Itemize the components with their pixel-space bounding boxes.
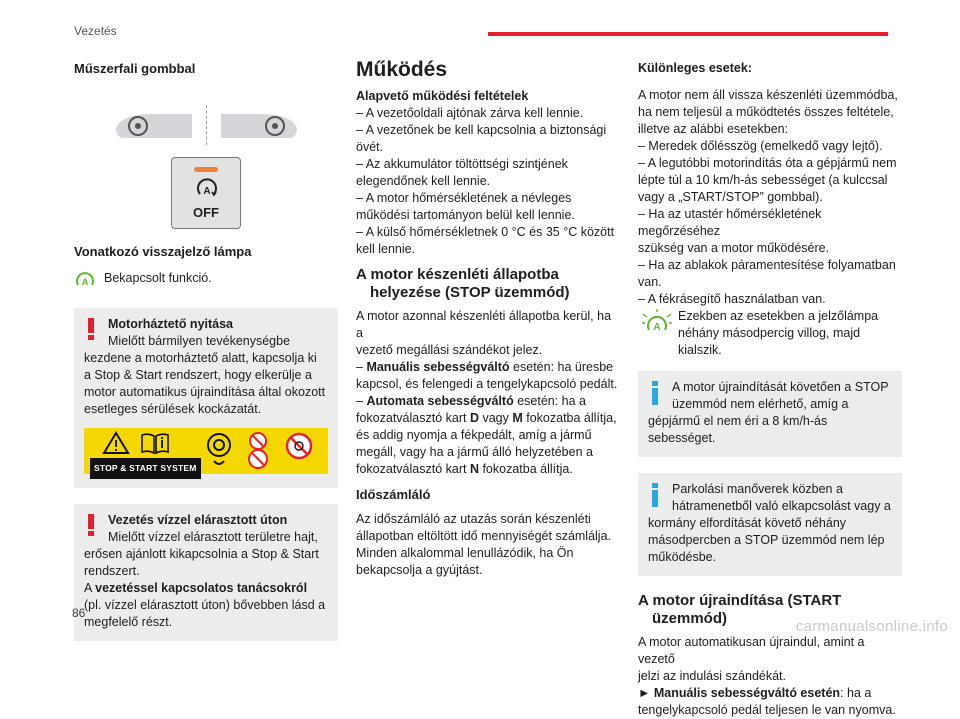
warning-flood-line: erősen ajánlott kikapcsolnia a Stop & Start xyxy=(84,547,319,561)
info-box-parking: Parkolási manőverek közben a hátramenetből való elkapcsolást vagy a kormány elfordítását követő néhány másodpercben a STOP üzemmód nem lép működésbe. xyxy=(638,473,902,576)
condition-line: – Az akkumulátor töltöttségi szintjének xyxy=(356,157,568,171)
warning-hood-line: esetleges sérülések kockázatát. xyxy=(84,402,262,416)
warning-flood-line: rendszert. xyxy=(84,564,140,578)
manual-book-icon xyxy=(140,431,170,455)
warning-hood-title: Motorháztető nyitása xyxy=(108,317,234,331)
no-fan-icon xyxy=(284,431,314,461)
auto-stop-icon xyxy=(195,178,219,202)
info-box-restart-speed: A motor újraindítását követően a STOP üzemmód nem elérhető, amíg a gépjármű el nem éri a 8 km/h-ás sebességet. xyxy=(638,371,902,457)
stop-mode-heading: A motor készenléti állapotba helyezése (STOP üzemmód) xyxy=(356,266,570,301)
danger-triangle-icon xyxy=(102,431,130,455)
warning-hood-line: a Stop & Start rendszert, hogy elkerülje a xyxy=(84,368,312,382)
warning-flood-line: (pl. vízzel elárasztott úton) bővebben lásd a xyxy=(84,598,326,612)
svg-text:A: A xyxy=(653,322,661,333)
watermark: carmanualsonline.info xyxy=(795,618,948,635)
diagram-divider xyxy=(206,105,207,145)
special-cases-text: A motor nem áll vissza készenléti üzemmódba, ha nem teljesül a működtetés összes feltétele, illetve az alábbi esetekben: – Meredek dőlésszög (emelkedő vagy lejtő). – A legutóbbi motorindítás óta a gépjármű nem lépte túl a 10 km/h-ás sebességet (a kulccsal vagy a „START/STOP” gombbal). – Ha az utastér hőmérsékletének megőrzéséhez szükség van a motor működésére. – Ha az ablakok páramentesítése folyamatban van. – A fékrásegítő használatban van. xyxy=(638,88,898,306)
button-off-text: OFF xyxy=(193,205,219,220)
svg-text:A: A xyxy=(81,277,89,287)
rhd-steering-icon xyxy=(217,108,301,142)
warning-flood-line: megfelelő részt. xyxy=(84,615,173,629)
warning-flood-advice: A vezetéssel kapcsolatos tanácsokról xyxy=(84,581,308,595)
warning-flood-title: Vezetés vízzel elárasztott úton xyxy=(108,513,288,527)
column-2 xyxy=(356,56,618,579)
dashboard-button-heading: Műszerfali gombbal xyxy=(74,61,196,76)
condition-line: – A külső hőmérsékletnek 0 °C és 35 °C között xyxy=(356,225,615,239)
driving-advice-link: vezetéssel kapcsolatos tanácsokról xyxy=(95,581,308,595)
lamp-heading: Vonatkozó visszajelző lámpa xyxy=(74,244,252,259)
warning-hood-line: motor automatikus újraindítása által okozott xyxy=(84,385,326,399)
belt-icon xyxy=(204,431,234,471)
warning-icon xyxy=(88,318,94,340)
conditions-list xyxy=(356,105,618,258)
warning-box-hood xyxy=(74,308,338,488)
timer-text: Az időszámláló az utazás során készenléti állapotban eltöltött idő mennyiségét számlálja. Minden alkalommal lenullázódik, ha Ön bekapcsolja a gyújtást. xyxy=(356,512,612,577)
stop-mode-text: A motor azonnal készenléti állapotba kerül, ha a vezető megállási szándékot jelez. – Manuális sebességváltó esetén: ha üresbe kapcsol, és felengedi a tengelykapcsoló pedált. – Automata sebességváltó esetén: ha a fokozatválasztó kart D vagy M fokozatba állítja, és addig nyomja a fékpedált, amíg a jármű megáll, vagy ha a jármű álló helyzetében a fokozatválasztó kart N fokozatba állítja. xyxy=(356,309,618,476)
operation-heading: Működés xyxy=(356,58,448,81)
condition-line: – A vezetőnek be kell kapcsolnia a biztonsági xyxy=(356,123,607,137)
lamp-description: Bekapcsolt funkció. xyxy=(104,271,212,285)
column-1 xyxy=(74,56,338,657)
blinking-auto-stop-icon xyxy=(640,308,674,338)
stop-start-warning-label xyxy=(84,428,328,474)
condition-line: működési tartományon belül kell lennie. xyxy=(356,208,575,222)
info-icon xyxy=(652,483,658,507)
lhd-steering-icon xyxy=(112,108,196,142)
page-number: 86 xyxy=(72,606,86,620)
header-accent-bar xyxy=(488,32,888,36)
start-mode-heading: A motor újraindítása (START üzemmód) xyxy=(638,592,842,627)
header-section-title: Vezetés xyxy=(74,24,117,38)
warning-hood-line: kezdene a motorháztető alatt, kapcsolja ki xyxy=(84,351,317,365)
condition-line: elegendőnek kell lennie. xyxy=(356,174,491,188)
condition-line: – A vezetőoldali ajtónak zárva kell lennie. xyxy=(356,106,584,120)
info-icon xyxy=(652,381,658,405)
blinking-lamp-note: A Ezekben az esetekben a jelzőlámpa néhány másodpercig villog, majd kialszik. xyxy=(638,308,902,359)
svg-text:A: A xyxy=(203,186,211,197)
condition-line: övét. xyxy=(356,140,384,154)
condition-line: kell lennie. xyxy=(356,242,416,256)
label-caption: STOP & START SYSTEM xyxy=(90,458,201,479)
warning-hood-line: Mielőtt bármilyen tevékenységbe xyxy=(108,334,291,348)
warning-box-flood xyxy=(74,504,338,641)
conditions-heading: Alapvető működési feltételek xyxy=(356,89,529,103)
start-mode-text: A motor automatikusan újraindul, amint a vezető jelzi az indulási szándékát. ► Manuális sebességváltó esetén: ha a tengelykapcsoló pedál teljesen le van nyomva. xyxy=(638,635,896,717)
steering-diagram xyxy=(74,105,338,145)
condition-line: – A motor hőmérsékletének a névleges xyxy=(356,191,572,205)
green-auto-stop-icon xyxy=(74,270,96,290)
no-touch-icon xyxy=(242,431,274,471)
button-indicator-led xyxy=(194,167,218,172)
lamp-row xyxy=(74,270,338,290)
warning-icon xyxy=(88,514,94,536)
warning-flood-line: Mielőtt vízzel elárasztott területre hajt, xyxy=(108,530,318,544)
stop-start-off-button[interactable] xyxy=(171,157,241,229)
timer-heading: Időszámláló xyxy=(356,487,431,502)
special-cases-heading: Különleges esetek: xyxy=(638,61,752,75)
